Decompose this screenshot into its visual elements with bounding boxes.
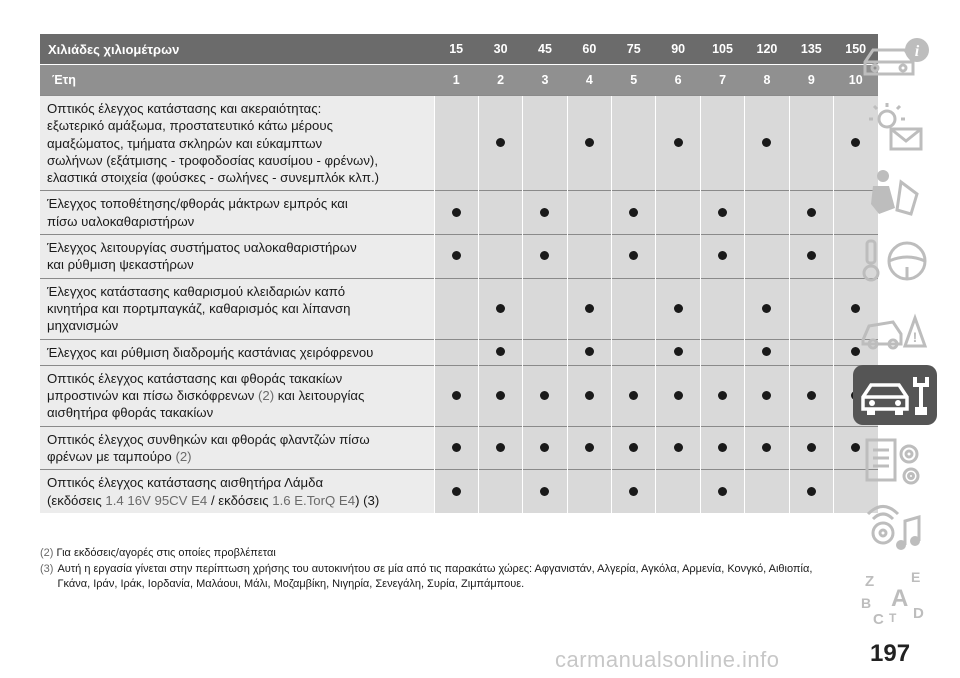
service-required-dot [674,347,683,356]
interval-cell [523,426,567,470]
interval-cell [478,339,522,365]
description-line [47,492,428,509]
service-required-dot [718,443,727,452]
interval-cell [523,278,567,339]
interval-cell [789,365,833,426]
index-letter-z: Z [865,573,875,590]
description-text: αμαξώματος, τμήματα σκληρών και εύκαμπτων [47,135,323,151]
service-required-dot [762,347,771,356]
header-km-15: 15 [434,34,478,65]
interval-cell [745,191,789,235]
description-line [47,387,428,404]
interval-cell [523,365,567,426]
service-required-dot [452,208,461,217]
service-required-dot [585,347,594,356]
index-letter-e: E [911,569,921,585]
description-text: (εκδόσεις [47,492,106,508]
service-required-dot [585,138,594,147]
interval-cell [612,339,656,365]
description-line [47,448,428,465]
description-text: μπροστινών και πίσω δισκόφρενων [47,388,258,404]
service-required-dot [762,304,771,313]
table-row [40,278,878,339]
interval-cell [567,426,611,470]
interval-cell [789,191,833,235]
interval-cell [567,191,611,235]
interval-cell [700,426,744,470]
service-required-dot [540,208,549,217]
interval-cell [434,365,478,426]
description-text: Έλεγχος κατάστασης καθαρισμού κλειδαριών καπό [47,283,346,299]
header-km-120: 120 [745,34,789,65]
service-required-dot [807,443,816,452]
description-line [47,300,428,317]
header-row-km [40,34,878,65]
description-text: φρένων με ταμπούρο [47,449,176,465]
description-text: πίσω υαλοκαθαριστήρων [47,213,195,229]
header-year-2: 2 [478,65,522,96]
description-text: και λειτουργίας [274,388,365,404]
interval-cell [789,426,833,470]
description-text: μηχανισμών [47,318,119,334]
operation-description [40,235,434,279]
sidebar-item-car-info[interactable] [853,30,937,90]
interval-cell [789,470,833,513]
description-line [47,283,428,300]
interval-cell [700,278,744,339]
header-year-8: 8 [745,65,789,96]
header-km-75: 75 [612,34,656,65]
header-years-label: Έτη [40,65,434,96]
footnote-3-text: Αυτή η εργασία γίνεται στην περίπτωση χρήσης του αυτοκινήτου σε μία από τις παρακάτω χώρες: Αφγανιστάν, Αλγερία, Αγκόλα, Αρμενία, Κονγκό, Αιθιοπία, Γκάνα, Ιράν, Ιράκ, Ιορδανία, Μαλάουι, Μάλι, Μοζαμβίκη, Νιγηρία, Σενεγάλη, Συρία, Ζιμπάμπουε. [57,563,813,590]
service-required-dot [585,443,594,452]
description-text: 1.6 E.TorQ E4 [272,492,356,508]
description-line [47,344,428,361]
description-line [47,117,428,134]
index-letter-c: C [873,611,884,626]
interval-cell [523,191,567,235]
safety-icon [853,164,937,224]
operation-description [40,278,434,339]
description-line [47,431,428,448]
description-line [47,152,428,169]
svg-text:!: ! [912,329,918,345]
service-required-dot [629,208,638,217]
table-row [40,426,878,470]
interval-cell [789,96,833,191]
interval-cell [478,278,522,339]
description-line [47,135,428,152]
interval-cell [612,470,656,513]
interval-cell [745,339,789,365]
header-year-3: 3 [523,65,567,96]
maintenance-icon [853,365,937,425]
service-required-dot [452,443,461,452]
interval-cell [656,470,700,513]
description-text: Οπτικός έλεγχος κατάστασης και ακεραιότητας: [47,101,322,116]
header-year-7: 7 [700,65,744,96]
service-required-dot [585,304,594,313]
service-required-dot [762,443,771,452]
description-line [47,256,428,273]
interval-cell [434,278,478,339]
header-year-9: 9 [789,65,833,96]
table-row [40,235,878,279]
interval-cell [612,426,656,470]
description-text: Έλεγχος λειτουργίας συστήματος υαλοκαθαριστήρων [47,240,357,256]
description-line [47,100,428,117]
interval-cell [700,191,744,235]
footnote-3 [40,562,840,592]
header-year-1: 1 [434,65,478,96]
description-text: Οπτικός έλεγχος συνθηκών και φθοράς φλαντζών πίσω [47,431,370,447]
table-row [40,339,878,365]
interval-cell [700,235,744,279]
table-row [40,365,878,426]
header-km-30: 30 [478,34,522,65]
service-required-dot [674,304,683,313]
interval-cell [700,365,744,426]
service-required-dot [496,347,505,356]
interval-cell [567,96,611,191]
page-number: 197 [870,640,911,667]
service-required-dot [762,138,771,147]
starting-driving-icon [853,231,937,291]
chapter-sidebar [853,30,937,633]
sidebar-item-starting-driving[interactable] [853,231,937,291]
interval-cell [789,339,833,365]
interval-cell [656,339,700,365]
interval-cell [612,191,656,235]
interval-cell [612,278,656,339]
header-km-105: 105 [700,34,744,65]
technical-data-icon [853,432,937,492]
description-text: Οπτικός έλεγχος κατάστασης και φθοράς τακακίων [47,370,343,386]
description-line [47,195,428,212]
interval-cell [656,426,700,470]
service-required-dot [762,391,771,400]
index-letter-a: A [891,585,909,612]
interval-cell [745,278,789,339]
service-required-dot [807,487,816,496]
interval-cell [478,365,522,426]
interval-cell [478,235,522,279]
service-required-dot [496,138,505,147]
schedule-body [40,96,878,513]
operation-description [40,191,434,235]
interval-cell [478,470,522,513]
interval-cell [789,235,833,279]
interval-cell [567,365,611,426]
footnote-2-mark: (2) [40,547,54,559]
service-required-dot [540,391,549,400]
service-required-dot [674,443,683,452]
service-required-dot [452,391,461,400]
interval-cell [612,235,656,279]
description-line [47,474,428,491]
header-km-60: 60 [567,34,611,65]
interval-cell [745,235,789,279]
header-km-135: 135 [789,34,833,65]
interval-cell [434,426,478,470]
operation-description [40,365,434,426]
header-year-4: 4 [567,65,611,96]
service-required-dot [629,391,638,400]
interval-cell [700,470,744,513]
description-text: Έλεγχος και ρύθμιση διαδρομής καστάνιας χειρόφρενου [47,344,374,360]
interval-cell [700,339,744,365]
interval-cell [523,96,567,191]
description-text: αισθητήρα φθοράς τακακίων [47,405,214,421]
table-row [40,470,878,513]
interval-cell [656,278,700,339]
service-required-dot [674,391,683,400]
maintenance-schedule-table [40,34,878,513]
header-year-5: 5 [612,65,656,96]
interval-cell [745,365,789,426]
interval-cell [745,470,789,513]
service-required-dot [540,443,549,452]
header-year-6: 6 [656,65,700,96]
interval-cell [612,96,656,191]
header-year-10: 10 [834,65,878,96]
interval-cell [656,96,700,191]
table-row [40,96,878,191]
footnote-3-mark: (3) [40,563,54,575]
interval-cell [567,470,611,513]
footnote-2-text: Για εκδόσεις/αγορές στις οποίες προβλέπεται [56,547,276,559]
description-line [47,239,428,256]
table-row [40,191,878,235]
service-required-dot [496,304,505,313]
header-km-90: 90 [656,34,700,65]
service-required-dot [718,208,727,217]
description-text: και ρύθμιση ψεκαστήρων [47,257,194,273]
service-required-dot [718,391,727,400]
warning-lights-icon [853,97,937,157]
interval-cell [434,191,478,235]
index-icon [853,566,937,626]
description-text: κινητήρα και πορτμπαγκάζ, καθαρισμός και λίπανση [47,300,351,316]
service-required-dot [629,251,638,260]
service-required-dot [540,487,549,496]
interval-cell [478,426,522,470]
index-letter-b: B [861,595,872,611]
interval-cell [656,235,700,279]
interval-cell [567,278,611,339]
header-row-years [40,65,878,96]
interval-cell [523,235,567,279]
sidebar-item-multimedia[interactable] [853,499,937,559]
interval-cell [478,96,522,191]
interval-cell [434,470,478,513]
description-line [47,370,428,387]
description-text: εξωτερικό αμάξωμα, προστατευτικό κάτω μέρους [47,118,333,134]
interval-cell [567,235,611,279]
service-required-dot [540,251,549,260]
interval-cell [434,339,478,365]
interval-cell [745,96,789,191]
description-text: ) (3) [355,492,380,508]
description-text: (2) [175,449,192,465]
description-text: ελαστικά στοιχεία (φούσκες - σωλήνες - συνεμπλόκ κλπ.) [47,170,380,186]
operation-description [40,339,434,365]
interval-cell [523,339,567,365]
service-required-dot [585,391,594,400]
service-required-dot [629,487,638,496]
interval-cell [656,191,700,235]
description-line [47,404,428,421]
interval-cell [789,278,833,339]
description-line [47,169,428,186]
sidebar-item-emergency[interactable] [853,298,937,358]
interval-cell [478,191,522,235]
index-letter-d: D [913,605,924,622]
description-line [47,317,428,334]
sidebar-item-maintenance[interactable] [853,365,937,425]
header-km-label: Χιλιάδες χιλιομέτρων [40,34,434,65]
service-required-dot [807,391,816,400]
interval-cell [700,96,744,191]
header-km-45: 45 [523,34,567,65]
operation-description [40,96,434,191]
multimedia-icon [853,499,937,559]
service-required-dot [718,487,727,496]
footnote-2 [40,546,840,561]
service-required-dot [807,251,816,260]
car-info-icon [853,30,937,90]
header-km-150: 150 [834,34,878,65]
description-text: Έλεγχος τοποθέτησης/φθοράς μάκτρων εμπρός και [47,196,348,212]
sidebar-item-index[interactable] [853,566,937,626]
sidebar-item-warning-lights[interactable] [853,97,937,157]
sidebar-item-safety[interactable] [853,164,937,224]
service-required-dot [718,251,727,260]
operation-description [40,426,434,470]
interval-cell [523,470,567,513]
interval-cell [567,339,611,365]
description-text: (2) [258,388,275,404]
service-required-dot [452,487,461,496]
operation-description [40,470,434,513]
interval-cell [434,96,478,191]
description-text: σωλήνων (εξάτμισης - τροφοδοσίας καυσίμου - φρένων), [47,152,378,168]
description-text: / εκδόσεις [207,492,273,508]
service-required-dot [807,208,816,217]
service-required-dot [496,443,505,452]
interval-cell [656,365,700,426]
interval-cell [745,426,789,470]
description-text: Οπτικός έλεγχος κατάστασης αισθητήρα Λάμδα [47,475,324,491]
interval-cell [612,365,656,426]
service-required-dot [496,391,505,400]
service-required-dot [674,138,683,147]
description-line [47,213,428,230]
service-required-dot [629,443,638,452]
service-required-dot [452,251,461,260]
svg-text:i: i [914,43,920,60]
emergency-icon [853,298,937,358]
watermark: carmanualsonline.info [555,647,780,672]
description-text: 1.4 16V 95CV E4 [105,492,208,508]
index-letter-t: T [889,611,897,625]
interval-cell [434,235,478,279]
sidebar-item-technical-data[interactable] [853,432,937,492]
